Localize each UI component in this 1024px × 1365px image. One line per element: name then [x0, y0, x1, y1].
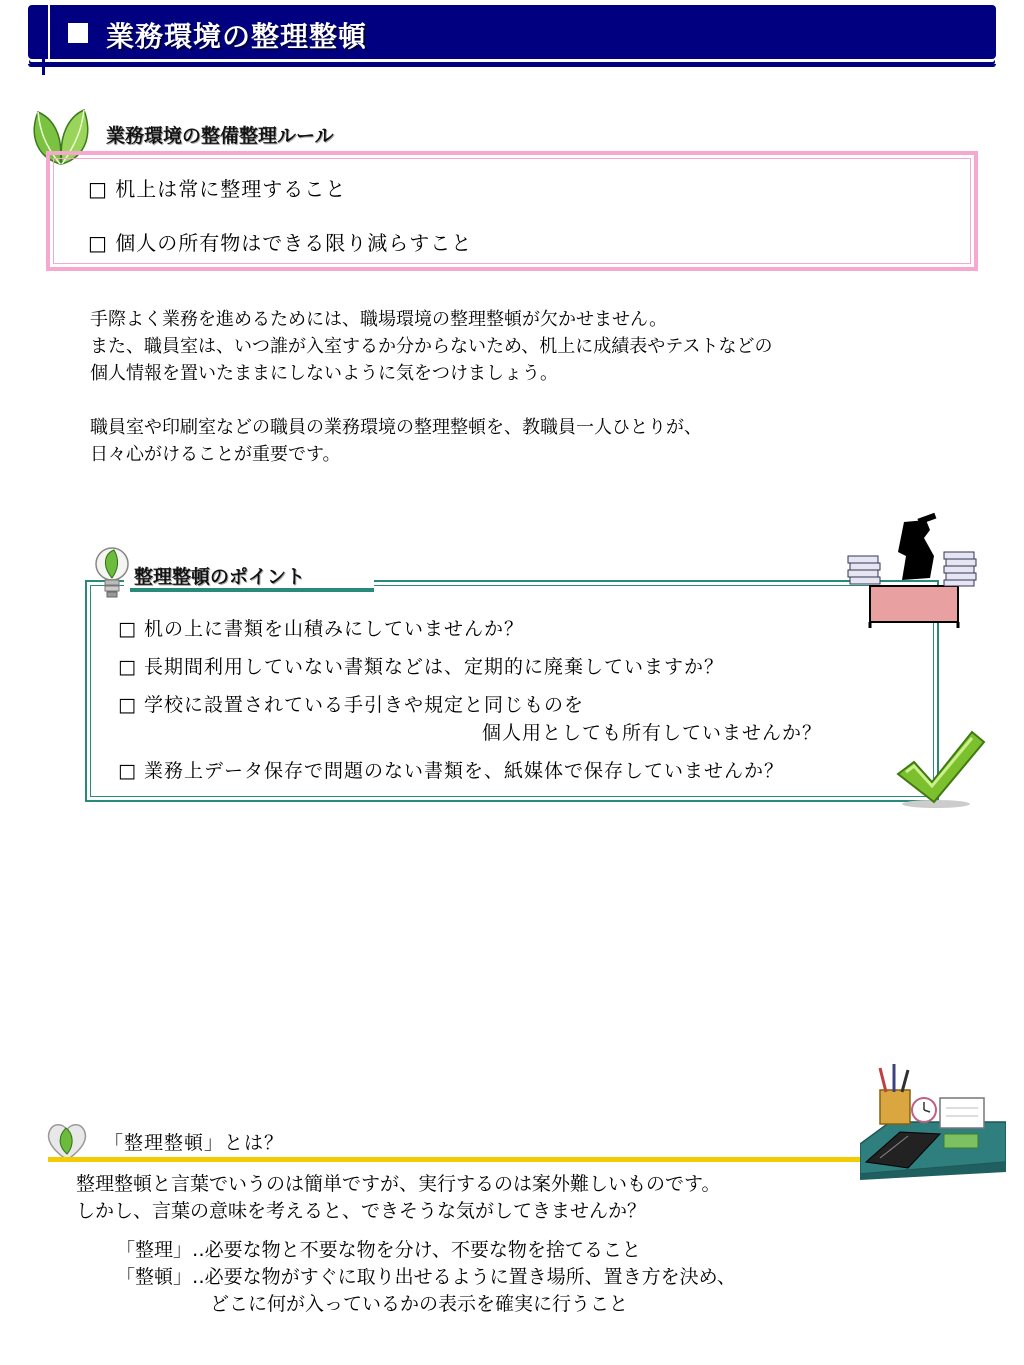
- point-item: □ 机の上に書類を山積みにしていませんか？: [118, 618, 524, 640]
- point-item-continued: 個人用としても所有していませんか？: [482, 722, 823, 744]
- seiton-definition-continued: どこに何が入っているかの表示を確実に行うこと: [210, 1293, 629, 1315]
- office-worker-icon: [846, 512, 980, 630]
- intro-line: 個人情報を置いたままにしないように気をつけましょう。: [90, 363, 558, 384]
- rule-item: □ 机上は常に整理すること: [88, 177, 347, 201]
- intro-line: 日々心がけることが重要です。: [90, 444, 341, 465]
- point-item: □ 業務上データ保存で問題のない書類を、紙媒体で保存していませんか？: [118, 760, 784, 782]
- rule-item: □ 個人の所有物はできる限り減らすこと: [88, 231, 473, 255]
- intro-line: また、職員室は、いつ誰が入室するか分からないため、机上に成績表やテストなどの: [90, 336, 773, 357]
- seiton-definition: 「整頓」‥必要な物がすぐに取り出せるように置き場所、置き方を決め、: [116, 1266, 736, 1288]
- intro-line: 職員室や印刷室などの職員の業務環境の整理整頓を、教職員一人ひとりが、: [90, 417, 702, 438]
- square-bullet-icon: [68, 23, 88, 43]
- point-item: □ 長期間利用していない書類などは、定期的に廃棄していますか？: [118, 656, 724, 678]
- definition-heading: 「整理整頓」とは？: [104, 1132, 285, 1154]
- header-underline: [28, 64, 996, 67]
- page-header: [28, 5, 996, 59]
- point-item: □ 学校に設置されている手引きや規定と同じものを: [118, 694, 584, 716]
- rules-heading: 業務環境の整備整理ルール: [106, 125, 334, 147]
- seiri-definition: 「整理」‥必要な物と不要な物を分け、不要な物を捨てること: [116, 1239, 641, 1261]
- desk-supplies-icon: [860, 1062, 1006, 1180]
- lightbulb-icon: [92, 544, 132, 602]
- checkmark-icon: [892, 728, 988, 810]
- header-accent-gap: [48, 5, 50, 59]
- page-title: 業務環境の整理整頓: [106, 20, 368, 53]
- definition-heading-line: [48, 1157, 878, 1162]
- definition-line: しかし、言葉の意味を考えると、できそうな気がしてきませんか？: [76, 1200, 647, 1222]
- points-heading-underline: [130, 588, 374, 592]
- points-heading: 整理整頓のポイント: [134, 566, 306, 588]
- intro-line: 手際よく業務を進めるためには、職場環境の整理整頓が欠かせません。: [90, 309, 668, 330]
- definition-line: 整理整頓と言葉でいうのは簡単ですが、実行するのは案外難しいものです。: [76, 1173, 721, 1195]
